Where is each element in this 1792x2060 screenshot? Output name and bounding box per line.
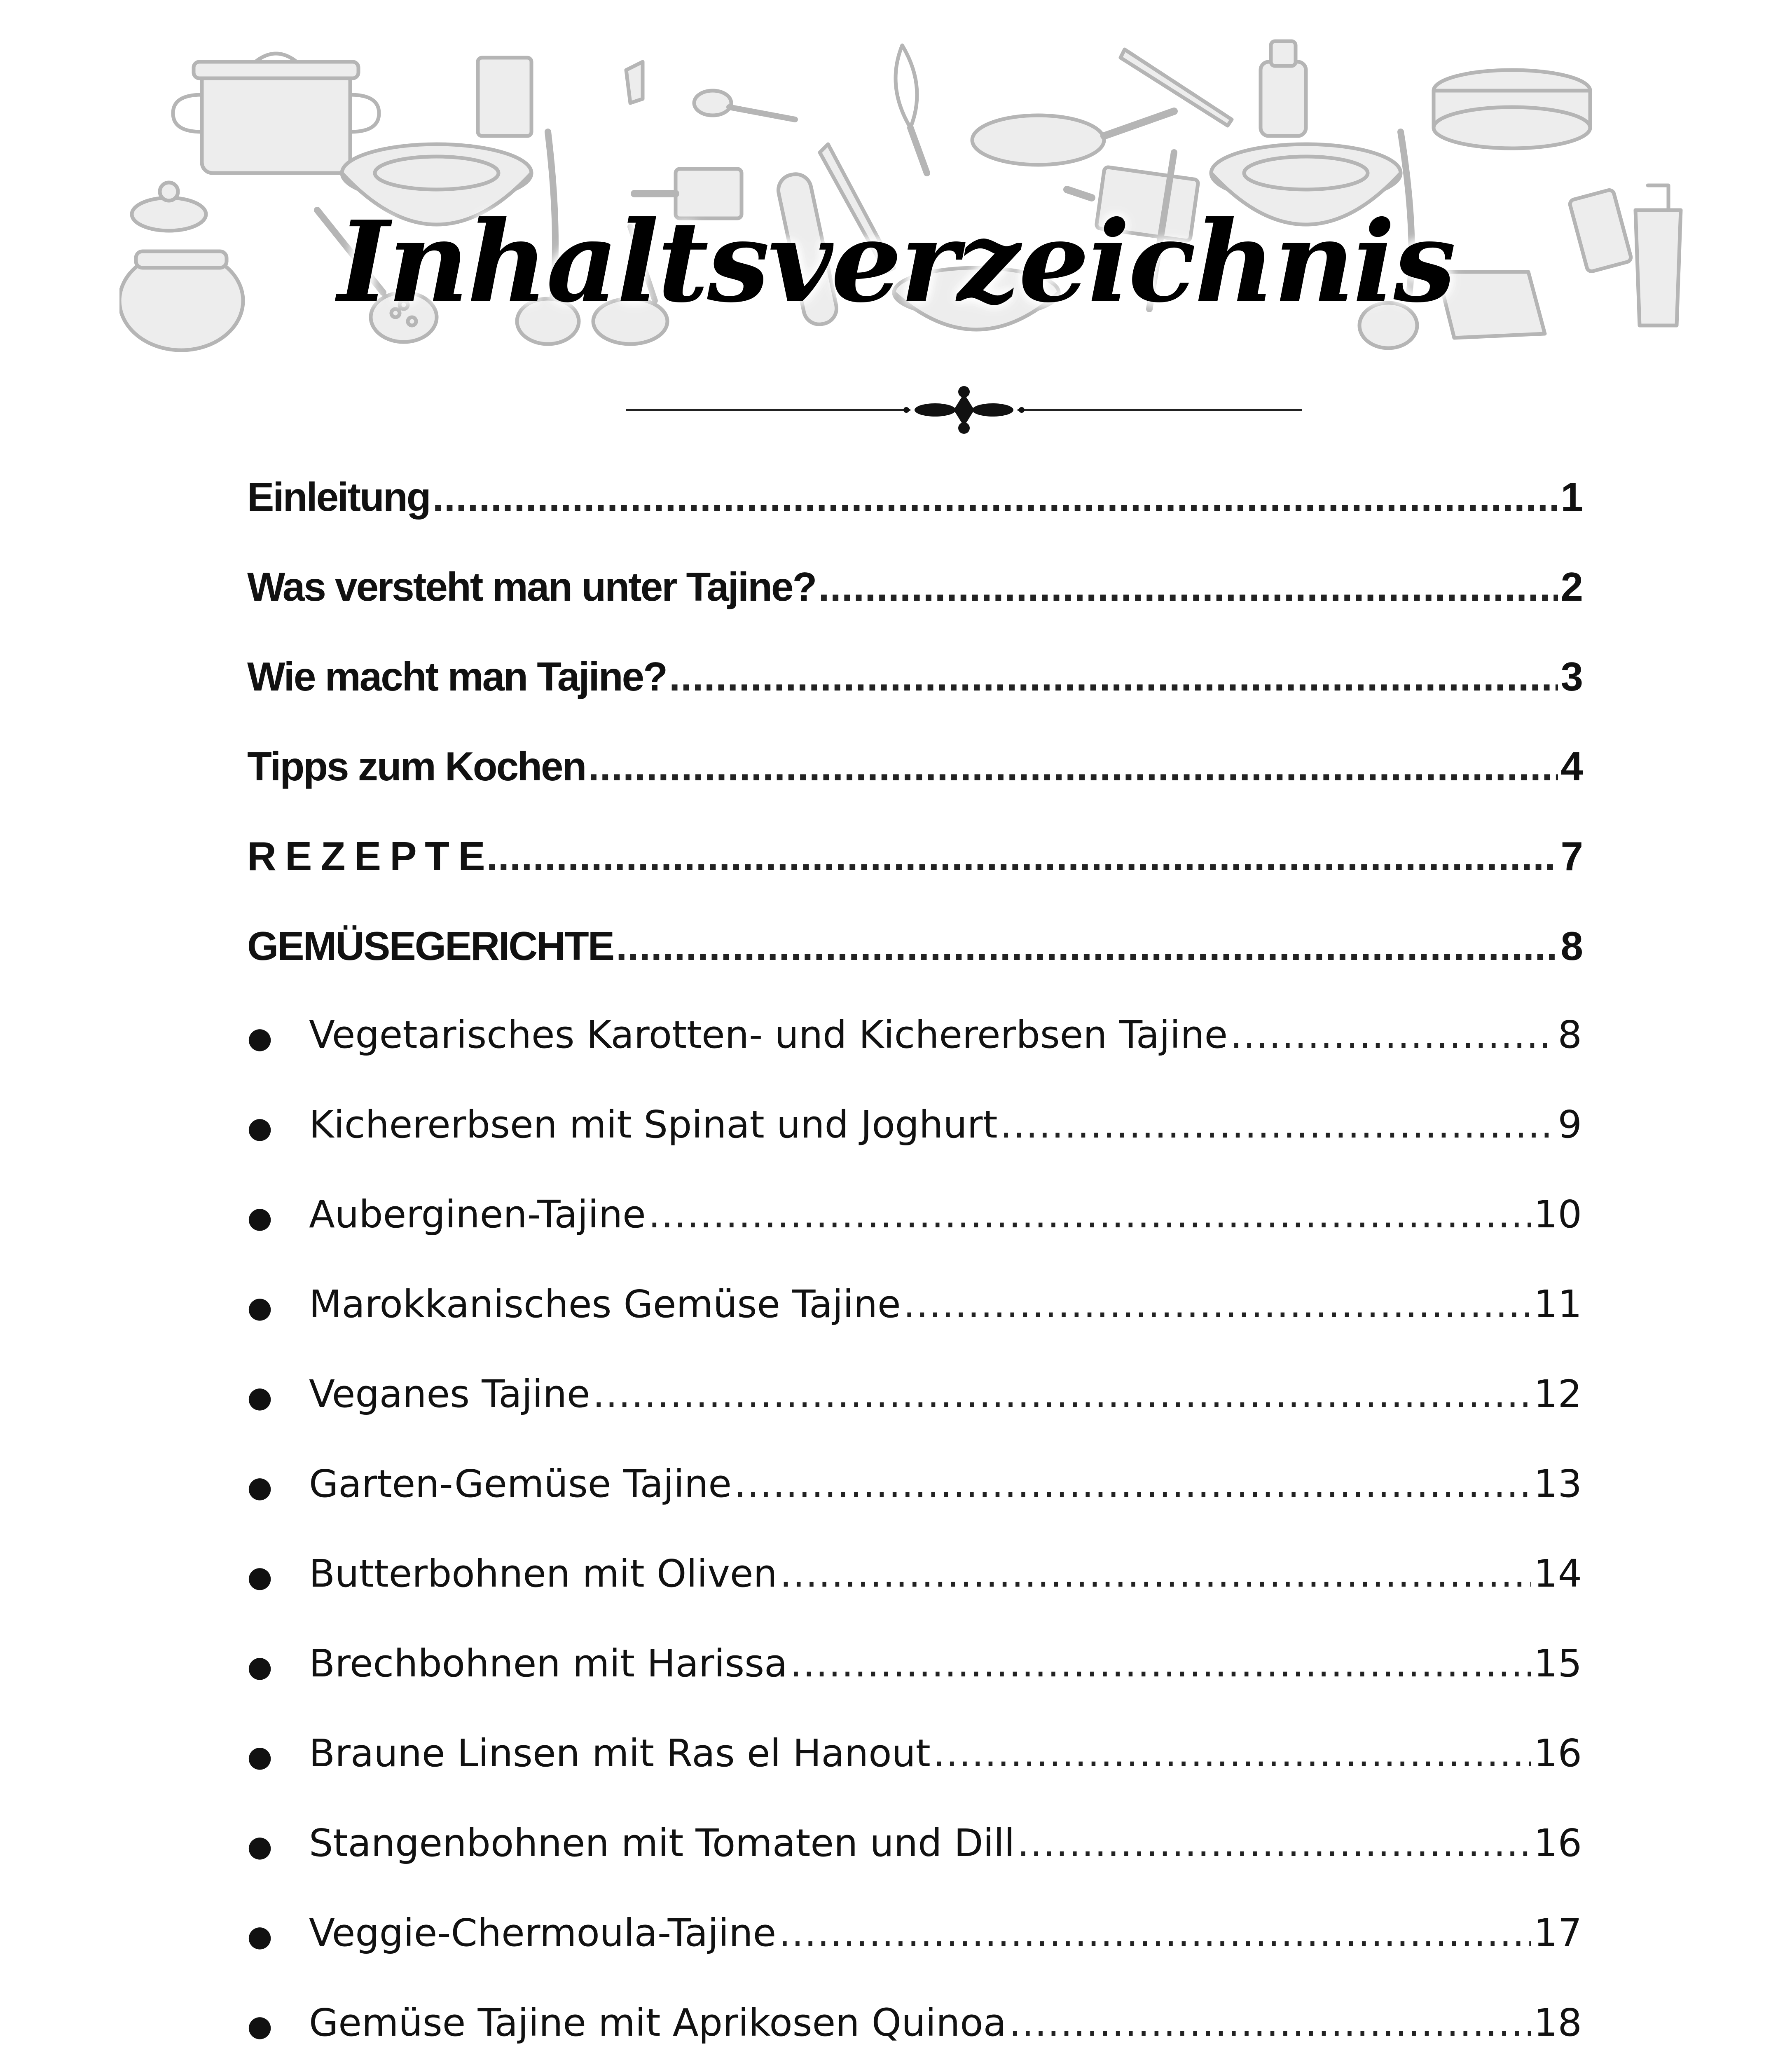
ornamental-divider xyxy=(626,385,1302,435)
page-title: Inhaltsverzeichnis xyxy=(337,196,1455,327)
dot-leader xyxy=(903,1282,1531,1326)
toc-entry-label: Garten-Gemüse Tajine xyxy=(309,1462,732,1506)
dot-leader xyxy=(818,564,1558,610)
dot-leader xyxy=(780,1552,1531,1596)
toc-recipe-entry[interactable] xyxy=(247,1282,1582,1372)
dot-leader xyxy=(433,474,1558,520)
toc-recipe-entry[interactable] xyxy=(247,1462,1582,1552)
whisk-icon xyxy=(896,45,927,173)
dot-leader xyxy=(648,1192,1531,1236)
bullet-dot-icon: ● xyxy=(247,1739,273,1773)
bullet-dot-icon: ● xyxy=(247,2009,273,2043)
toc-recipe-entry[interactable] xyxy=(247,1552,1582,1641)
dot-leader xyxy=(1009,2001,1531,2045)
toc-entry-tipps-zum-kochen[interactable] xyxy=(247,743,1582,833)
dot-leader xyxy=(779,1911,1531,1955)
bullet-dot-icon: ● xyxy=(247,1380,273,1414)
stock-pot-icon xyxy=(173,54,379,173)
toc-entry-label: Veganes Tajine xyxy=(309,1372,590,1416)
bullet-dot-icon: ● xyxy=(247,1470,273,1504)
toc-page-number: 8 xyxy=(1558,1013,1582,1057)
bullet-dot-icon: ● xyxy=(247,1201,273,1234)
toc-recipe-entry[interactable] xyxy=(247,1641,1582,1731)
dot-leader xyxy=(734,1462,1531,1506)
springform-pan-icon xyxy=(1434,70,1590,148)
dot-leader xyxy=(1230,1013,1555,1057)
toc-entry-was-versteht-man[interactable] xyxy=(247,564,1582,653)
bullet-dot-icon: ● xyxy=(247,1021,273,1055)
toc-entry-label: Vegetarisches Karotten- und Kichererbsen Tajine xyxy=(309,1013,1228,1057)
toc-page-number: 14 xyxy=(1533,1552,1582,1596)
toc-recipe-entry[interactable] xyxy=(247,1911,1582,2001)
toc-recipe-entry[interactable] xyxy=(247,1103,1582,1192)
toc-entry-label: Auberginen-Tajine xyxy=(309,1192,646,1236)
toc-entry-label: Veggie-Chermoula-Tajine xyxy=(309,1911,777,1955)
toc-page-number: 15 xyxy=(1533,1641,1582,1685)
dot-leader xyxy=(616,923,1558,969)
toc-entry-label: Butterbohnen mit Oliven xyxy=(309,1552,777,1596)
spoon-icon xyxy=(694,91,795,119)
tool-icon xyxy=(626,62,643,103)
bullet-dot-icon: ● xyxy=(247,1829,273,1863)
toc-entry-label: Stangenbohnen mit Tomaten und Dill xyxy=(309,1821,1015,1865)
toc-entry-label: Marokkanisches Gemüse Tajine xyxy=(309,1282,901,1326)
toc-entry-label: Was versteht man unter Tajine? xyxy=(247,564,816,609)
toc-page-number: 2 xyxy=(1560,564,1582,609)
toc-page-number: 16 xyxy=(1533,1821,1582,1865)
toc-recipe-entry[interactable] xyxy=(247,1013,1582,1103)
glass-icon xyxy=(478,58,531,136)
toc-entry-label: Tipps zum Kochen xyxy=(247,744,586,789)
toc-recipe-entry[interactable] xyxy=(247,1821,1582,1911)
bullet-dot-icon: ● xyxy=(247,1650,273,1683)
dot-leader xyxy=(1017,1821,1531,1865)
dot-leader xyxy=(933,1731,1531,1775)
bullet-dot-icon: ● xyxy=(247,1290,273,1324)
dot-leader xyxy=(1000,1103,1556,1147)
toc-entry-einleitung[interactable] xyxy=(247,474,1582,564)
dot-leader xyxy=(593,1372,1531,1416)
bullet-dot-icon: ● xyxy=(247,1919,273,1953)
toc-page-number: 3 xyxy=(1560,654,1582,699)
toc-page-number: 9 xyxy=(1558,1103,1582,1147)
toc-page-number: 13 xyxy=(1533,1462,1582,1506)
toc-page-number: 18 xyxy=(1533,2001,1582,2045)
toc-entry-label: GEMÜSEGERICHTE xyxy=(247,923,614,969)
table-of-contents xyxy=(247,474,1582,2060)
toc-entry-label: Einleitung xyxy=(247,474,430,520)
toc-page-number: 11 xyxy=(1533,1282,1582,1326)
toc-page-number: 7 xyxy=(1560,833,1582,879)
toc-entry-label: Braune Linsen mit Ras el Hanout xyxy=(309,1731,931,1775)
pepper-grinder-icon xyxy=(1261,41,1306,136)
toc-entry-label: R E Z E P T E xyxy=(247,833,484,879)
toc-recipe-entry[interactable] xyxy=(247,1372,1582,1462)
toc-entry-label: Brechbohnen mit Harissa xyxy=(309,1641,788,1685)
toc-recipe-entry[interactable] xyxy=(247,2001,1582,2060)
bullet-dot-icon: ● xyxy=(247,1560,273,1594)
toc-entry-wie-macht-man[interactable] xyxy=(247,653,1582,743)
toc-entry-gemuesegerichte[interactable] xyxy=(247,923,1582,1013)
toc-page-number: 16 xyxy=(1533,1731,1582,1775)
toc-entry-label: Kichererbsen mit Spinat und Joghurt xyxy=(309,1103,998,1147)
toc-page-number: 17 xyxy=(1533,1911,1582,1955)
toc-page-number: 12 xyxy=(1533,1372,1582,1416)
dot-leader xyxy=(487,833,1558,880)
frying-pan-icon xyxy=(972,111,1174,165)
toc-recipe-entry[interactable] xyxy=(247,1192,1582,1282)
toc-entry-label: Gemüse Tajine mit Aprikosen Quinoa xyxy=(309,2001,1007,2045)
dot-leader xyxy=(588,743,1558,790)
toc-page-number: 4 xyxy=(1560,744,1582,789)
bullet-dot-icon: ● xyxy=(247,1111,273,1145)
dot-leader xyxy=(790,1641,1531,1685)
toc-page-number: 8 xyxy=(1560,923,1582,969)
toc-recipe-entry[interactable] xyxy=(247,1731,1582,1821)
dot-leader xyxy=(669,653,1558,700)
toc-entry-label: Wie macht man Tajine? xyxy=(247,654,667,699)
toc-page-number: 10 xyxy=(1533,1192,1582,1236)
toc-page-number: 1 xyxy=(1560,474,1582,520)
toc-entry-rezepte[interactable] xyxy=(247,833,1582,923)
